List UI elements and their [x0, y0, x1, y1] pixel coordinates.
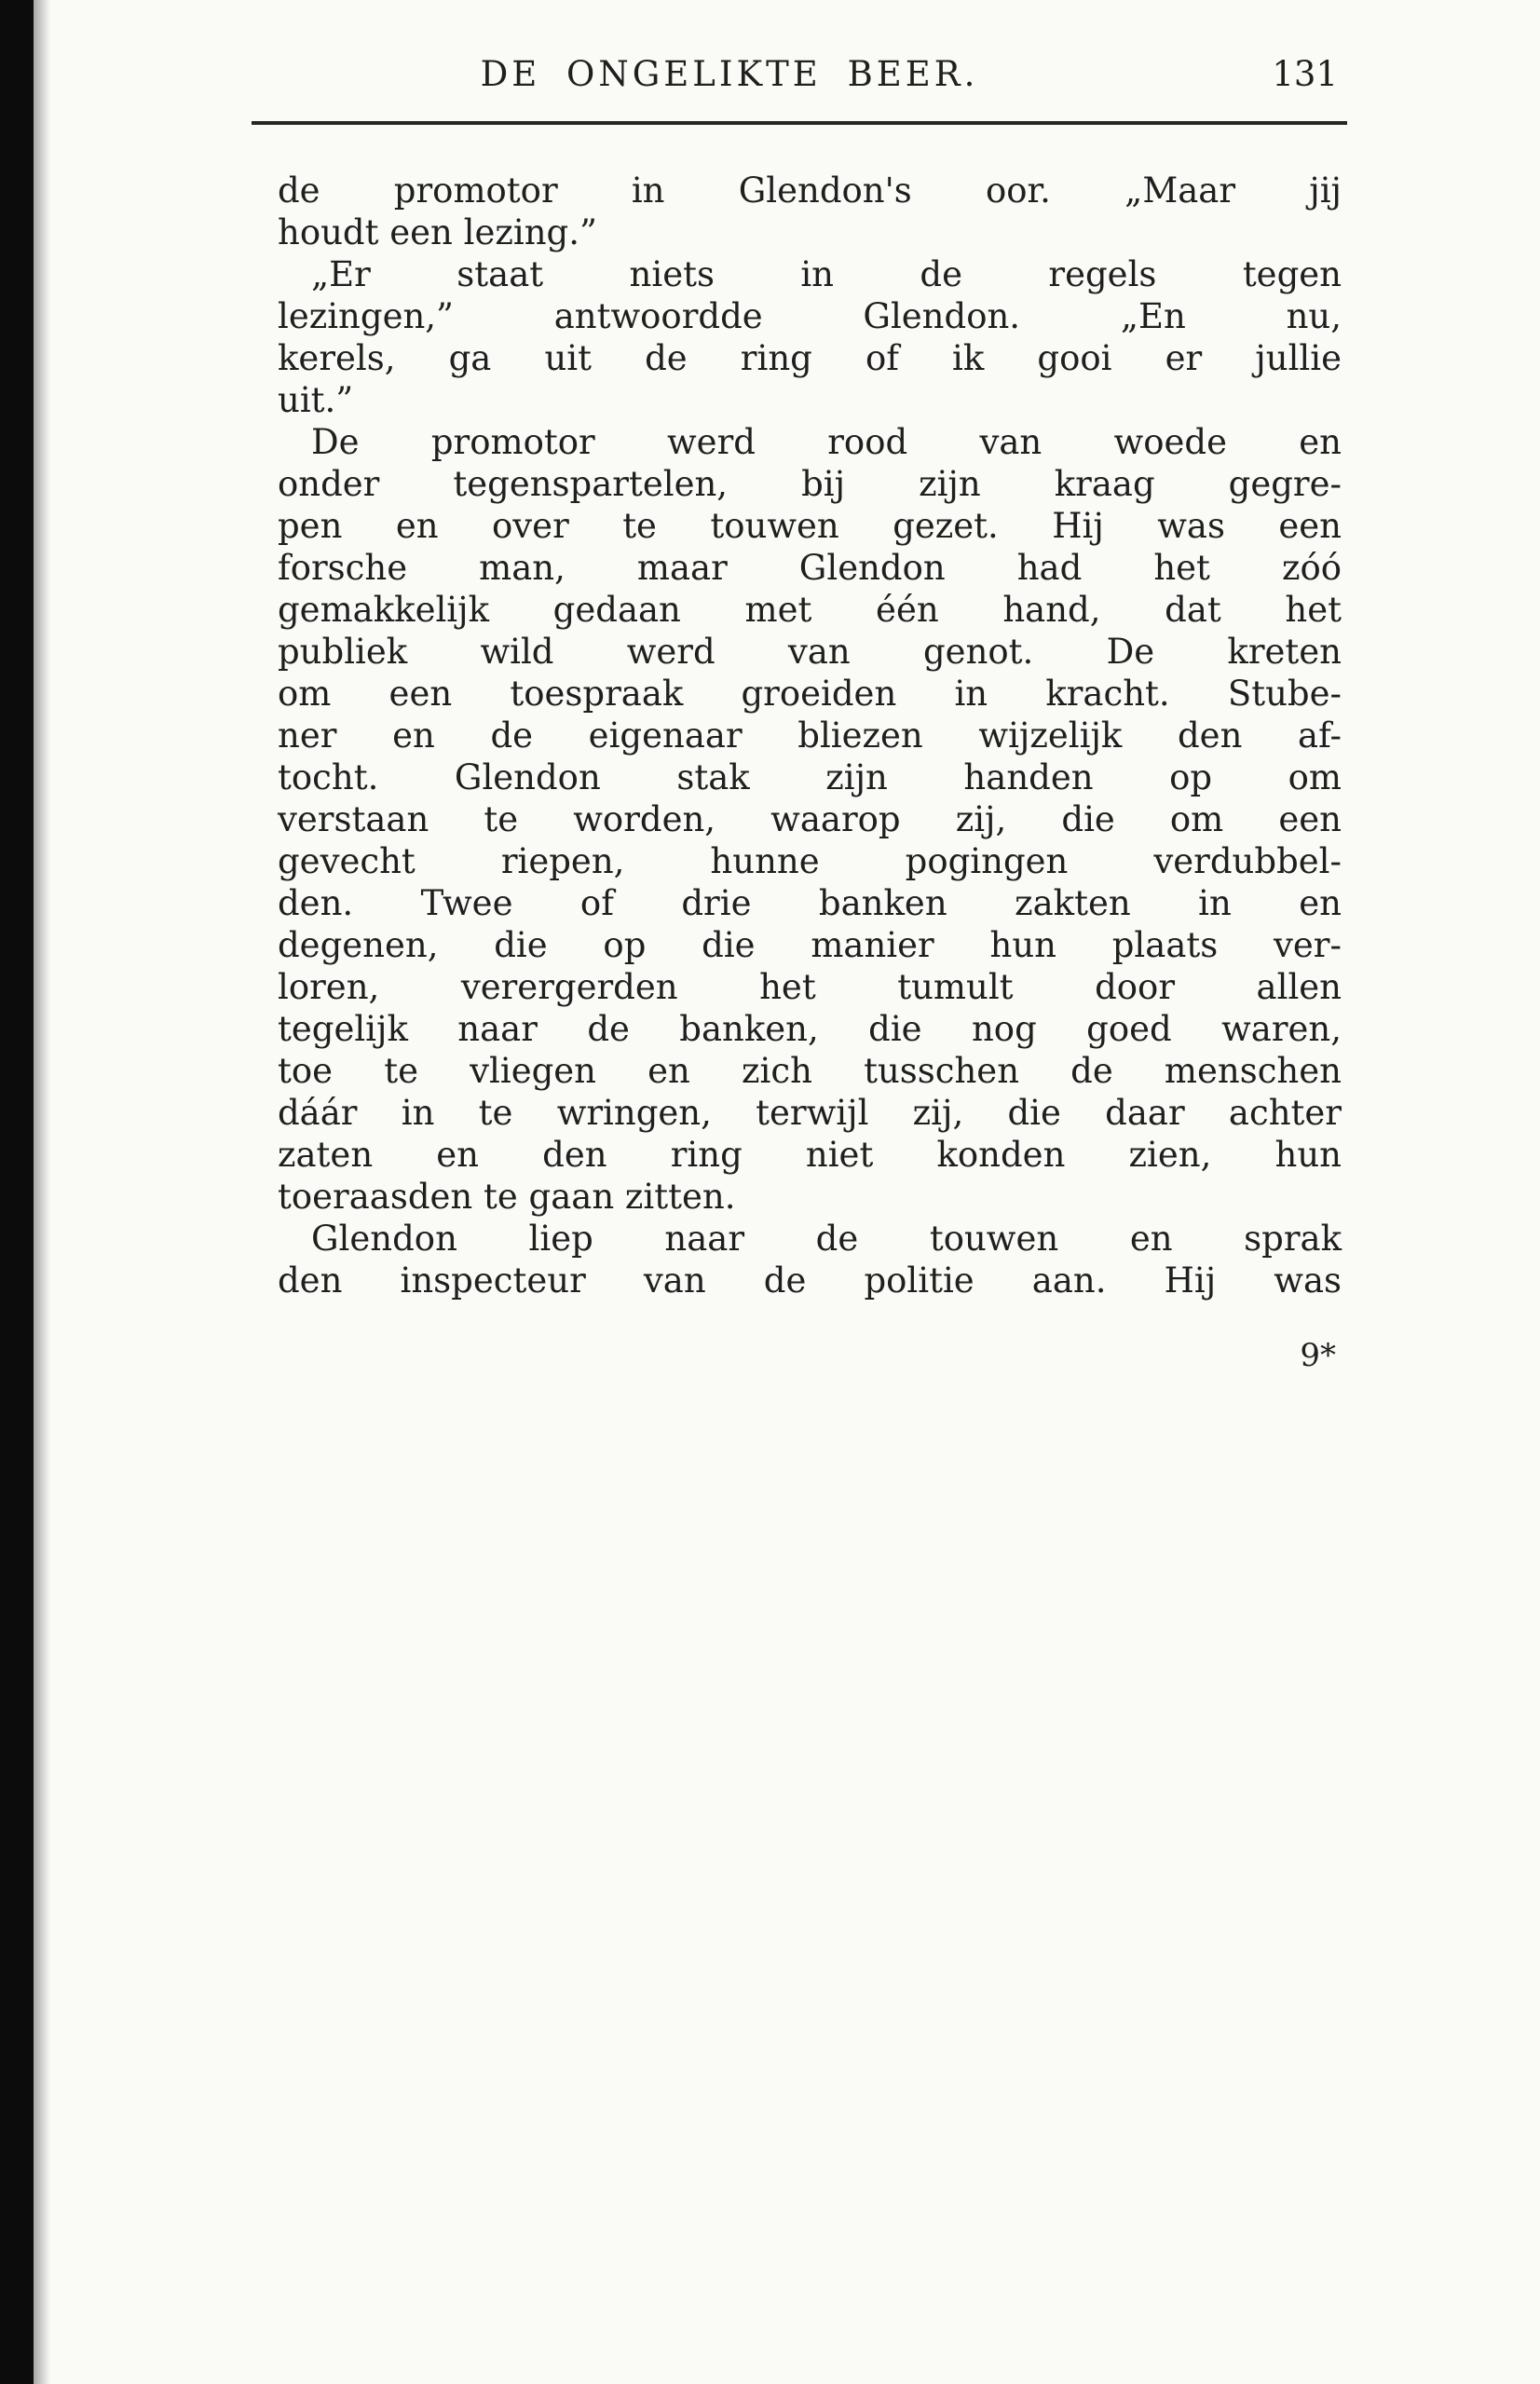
binding-shadow [34, 0, 50, 2384]
signature-mark: 9* [1300, 1337, 1336, 1374]
text-line: loren, verergerden het tumult door allen [278, 967, 1342, 1007]
text-line: tocht. Glendon stak zijn handen op om [278, 757, 1342, 797]
text-line: houdt een lezing.” [278, 212, 597, 252]
text-line: lezingen,” antwoordde Glendon. „En nu, [278, 296, 1342, 336]
text-line: dáár in te wringen, terwijl zij, die daar achter [278, 1093, 1342, 1133]
text-line: onder tegenspartelen, bij zijn kraag gegre- [278, 464, 1342, 504]
page-number: 131 [1272, 54, 1338, 94]
text-line: „Er staat niets in de regels tegen [311, 254, 1342, 294]
text-line: degenen, die op die manier hun plaats ver- [278, 925, 1342, 965]
page-content [278, 54, 1342, 1374]
text-line: om een toespraak groeiden in kracht. Stube- [278, 674, 1342, 714]
binding-edge [0, 0, 34, 2384]
text-line: Glendon liep naar de touwen en sprak [311, 1219, 1342, 1259]
running-header [252, 54, 1347, 125]
text-line: ner en de eigenaar bliezen wijzelijk den af- [278, 715, 1342, 756]
text-line: de promotor in Glendon's oor. „Maar jij [278, 170, 1342, 211]
text-line: den. Twee of drie banken zakten in en [278, 883, 1342, 923]
text-line: publiek wild werd van genot. De kreten [278, 632, 1342, 672]
text-line: pen en over te touwen gezet. Hij was een [278, 506, 1342, 546]
text-line: verstaan te worden, waarop zij, die om een [278, 799, 1342, 839]
text-line: gemakkelijk gedaan met één hand, dat het [278, 590, 1342, 630]
text-line: toeraasden te gaan zitten. [278, 1177, 736, 1217]
text-line: toe te vliegen en zich tusschen de menschen [278, 1051, 1342, 1091]
text-line: zaten en den ring niet konden zien, hun [278, 1135, 1342, 1175]
text-line: uit.” [278, 380, 354, 420]
text-line: tegelijk naar de banken, die nog goed waren, [278, 1009, 1342, 1049]
body-text [278, 170, 1342, 1301]
page-title: DE ONGELIKTE BEER. [480, 54, 979, 94]
text-line: forsche man, maar Glendon had het zóó [278, 548, 1342, 588]
text-line: kerels, ga uit de ring of ik gooi er jullie [278, 338, 1342, 378]
text-line: den inspecteur van de politie aan. Hij was [278, 1260, 1342, 1301]
text-line: De promotor werd rood van woede en [311, 422, 1342, 462]
text-line: gevecht riepen, hunne pogingen verdubbel- [278, 841, 1342, 881]
